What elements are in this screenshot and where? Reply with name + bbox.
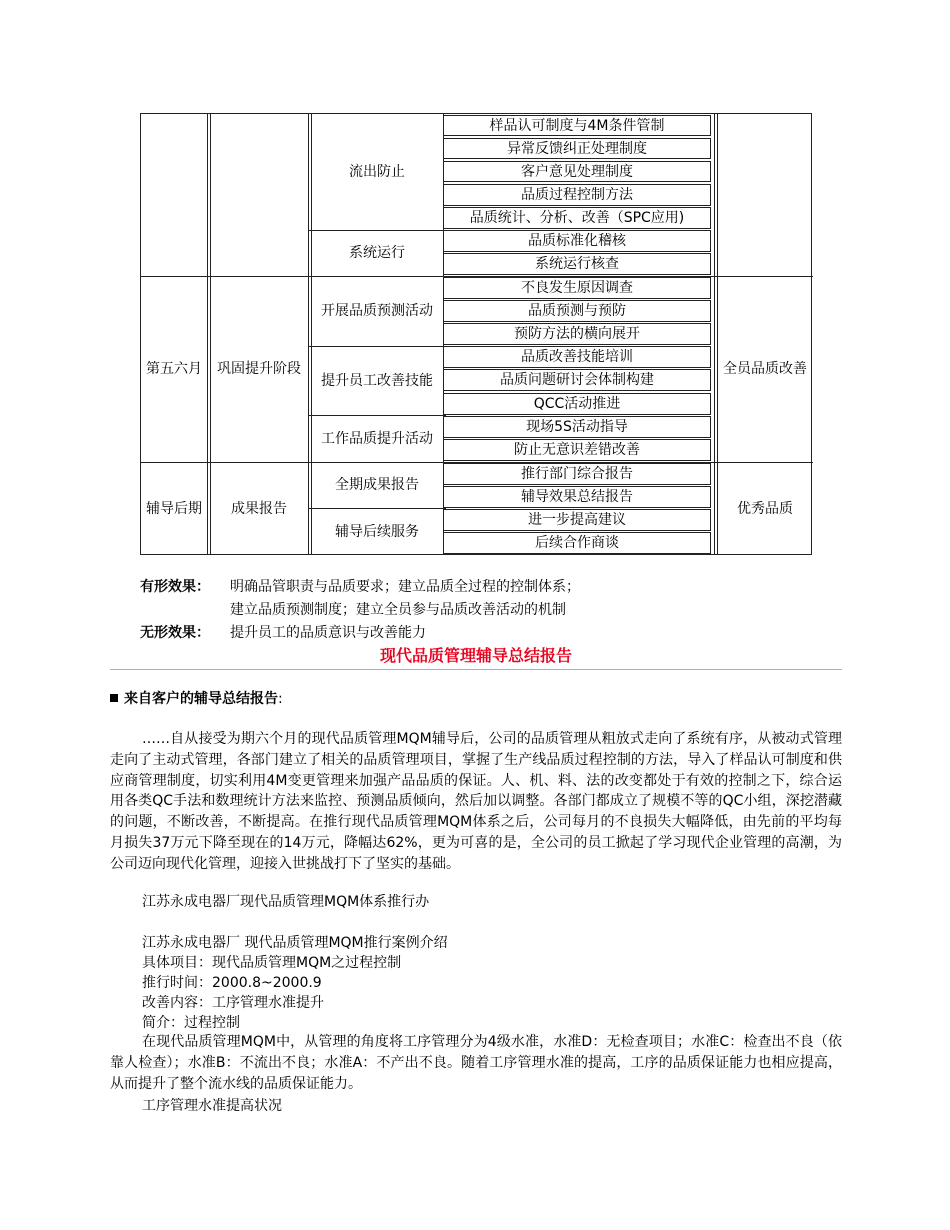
table-item: 辅导效果总结报告 [443,486,711,508]
table-item: 异常反馈纠正处理制度 [443,138,711,159]
table-item: 后续合作商谈 [443,532,711,554]
goal-cell: 全员品质改善 [723,361,807,377]
client-report-heading [110,692,283,706]
tangible-effect-label: 有形效果： [140,579,210,595]
period-cell: 第五六月 [146,361,202,377]
stage-cell: 成果报告 [231,501,287,517]
case-title: 江苏永成电器厂 现代品质管理MQM推行案例介绍 [142,935,448,951]
table-item: 预防方法的横向展开 [443,323,711,345]
category-followup-service: 辅导后续服务 [335,524,419,540]
goal-cell: 优秀品质 [737,501,793,517]
intangible-effect-label: 无形效果： [140,625,210,641]
bullet-square-icon [110,694,118,702]
case-intro: 简介：过程控制 [142,1015,240,1031]
stage-cell: 巩固提升阶段 [217,361,301,377]
table-item: QCC活动推进 [443,393,711,415]
table-item: 品质标准化稽核 [443,230,711,252]
table-item: 进一步提高建议 [443,509,711,531]
table-item: 品质预测与预防 [443,300,711,322]
process-control-paragraph: 在现代品质管理MQM中，从管理的角度将工序管理分为4级水准，水准D：无检查项目；水准C：检查出不良（依靠人检查）；水准B：不流出不良；水准A：不产出不良。随着工序管理水准的提高，工序的品质保证能力也相应提高，从而提升了整个流水线的品质保证能力。 [110,1034,842,1092]
table-item: 客户意见处理制度 [443,161,711,182]
category-improvement-skills: 提升员工改善技能 [321,372,433,389]
table-item: 品质问题研讨会体制构建 [443,369,711,391]
tangible-effect-line1: 明确品管职责与品质要求；建立品质全过程的控制体系； [230,579,580,595]
case-content: 改善内容：工序管理水准提升 [142,995,324,1011]
table-item: 防止无意识差错改善 [443,439,711,461]
category-work-quality: 工作品质提升活动 [321,430,433,447]
category-system-operation: 系统运行 [349,245,405,261]
category-outflow-prevention: 流出防止 [349,164,405,180]
case-project: 具体项目：现代品质管理MQM之过程控制 [142,955,402,971]
case-period: 推行时间：2000.8~2000.9 [142,975,322,991]
period-cell: 辅导后期 [146,501,202,517]
client-report-paragraph: ……自从接受为期六个月的现代品质管理MQM辅导后，公司的品质管理从粗放式走向了系统有序，从被动式管理走向了主动式管理，各部门建立了相关的品质管理项目，掌握了生产线品质过程控制的方法，导入了样品认可制度和供应商管理制度，切实利用4M变更管理来加强产品品质的保证。人、机、料、法的改变都处于有效的控制之下，综合运用各类QC手法和数理统计方法来监控、预测品质倾向，然后加以调整。各部门都成立了规模不等的QC小组，深挖潜藏的问题，不断改善，不断提高。在推行现代品质管理MQM体系之后，公司每月的不良损失大幅降低，由先前的平均每月损失37万元下降至现在的14万元，降幅达62%，更为可喜的是，全公司的员工掀起了学习现代企业管理的高潮，为公司迈向现代化管理，迎接入世挑战打下了坚实的基础。 [110,731,842,872]
report-title: 现代品质管理辅导总结报告 [379,646,572,665]
report-signature: 江苏永成电器厂现代品质管理MQM体系推行办 [142,894,430,910]
process-status-line: 工序管理水准提高状况 [142,1098,282,1114]
table-item: 系统运行核查 [443,253,711,275]
table-item: 推行部门综合报告 [443,463,711,485]
table-item: 品质改善技能培训 [443,346,711,368]
client-heading-text: 来自客户的辅导总结报告 [124,691,278,707]
client-heading-colon: : [278,691,283,707]
intangible-effect-text: 提升员工的品质意识与改善能力 [230,625,426,641]
title-divider [110,669,842,670]
table-item: 不良发生原因调查 [443,277,711,299]
table-item: 品质统计、分析、改善（SPC应用) [443,207,711,229]
category-prediction-activity: 开展品质预测活动 [321,303,433,319]
category-final-report: 全期成果报告 [335,477,419,493]
table-item: 现场5S活动指导 [443,416,711,438]
table-item: 样品认可制度与4M条件管制 [443,115,711,136]
tangible-effect-line2: 建立品质预测制度；建立全员参与品质改善活动的机制 [230,602,566,618]
table-item: 品质过程控制方法 [443,184,711,206]
